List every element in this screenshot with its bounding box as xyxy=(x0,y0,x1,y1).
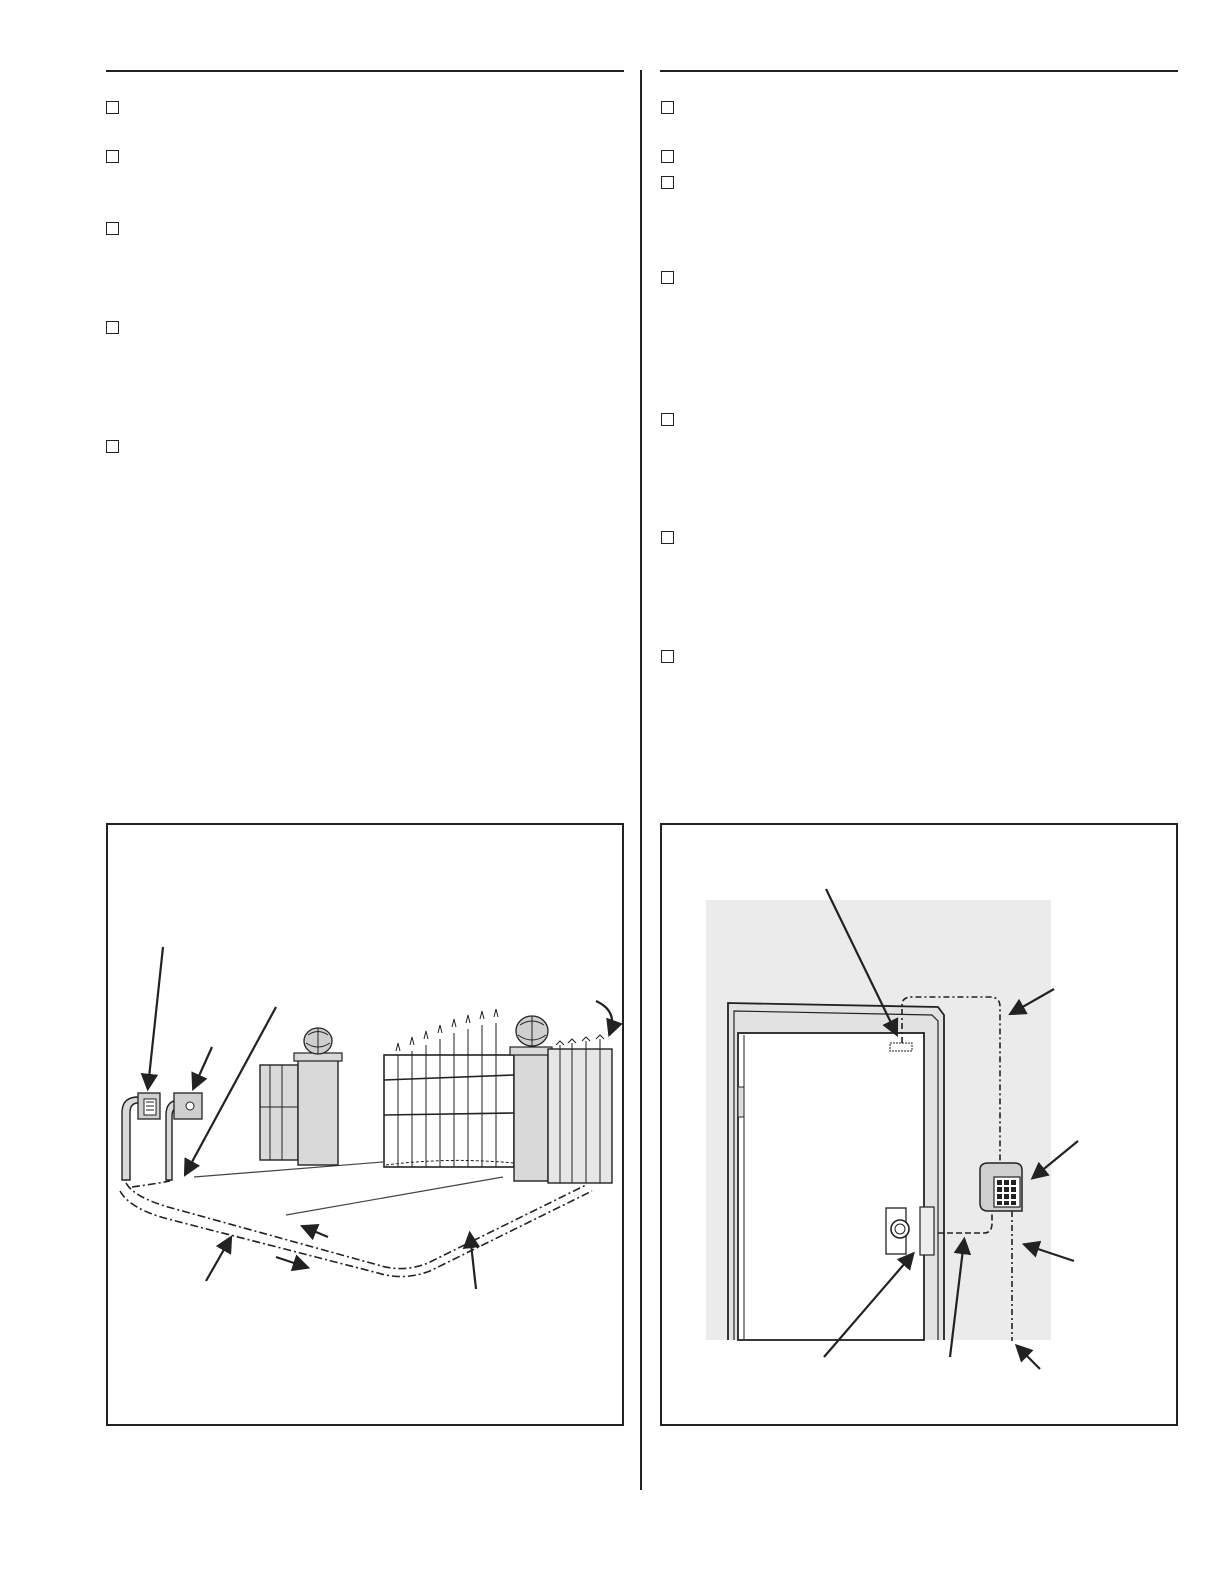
checklist-checkbox[interactable] xyxy=(661,531,674,544)
keypad-post xyxy=(122,1093,160,1180)
left-section-rule xyxy=(106,70,624,72)
checklist-checkbox[interactable] xyxy=(661,150,674,163)
gate-keypad-figure xyxy=(106,823,624,1426)
checklist-checkbox[interactable] xyxy=(661,101,674,114)
gate-illustration xyxy=(108,825,626,1428)
right-section-rule xyxy=(660,70,1178,72)
checklist-checkbox[interactable] xyxy=(661,650,674,663)
column-divider xyxy=(640,70,642,1490)
checklist-checkbox[interactable] xyxy=(106,321,119,334)
door-illustration xyxy=(662,825,1180,1428)
electric-strike xyxy=(920,1207,934,1255)
door-keypad-figure xyxy=(660,823,1178,1426)
checklist-checkbox[interactable] xyxy=(106,150,119,163)
checklist-checkbox[interactable] xyxy=(661,271,674,284)
right-pillar xyxy=(510,1016,552,1181)
right-fence xyxy=(548,1035,612,1183)
left-pillar xyxy=(294,1028,342,1165)
door-frame xyxy=(728,1003,944,1340)
gate xyxy=(384,1009,514,1167)
door-sensor xyxy=(890,1043,912,1051)
checklist-checkbox[interactable] xyxy=(106,101,119,114)
checklist-checkbox[interactable] xyxy=(661,413,674,426)
checklist-checkbox[interactable] xyxy=(106,222,119,235)
key-switch-post xyxy=(166,1093,202,1180)
left-fence xyxy=(260,1065,298,1160)
keypad xyxy=(980,1163,1022,1211)
checklist-checkbox[interactable] xyxy=(106,440,119,453)
checklist-checkbox[interactable] xyxy=(661,176,674,189)
